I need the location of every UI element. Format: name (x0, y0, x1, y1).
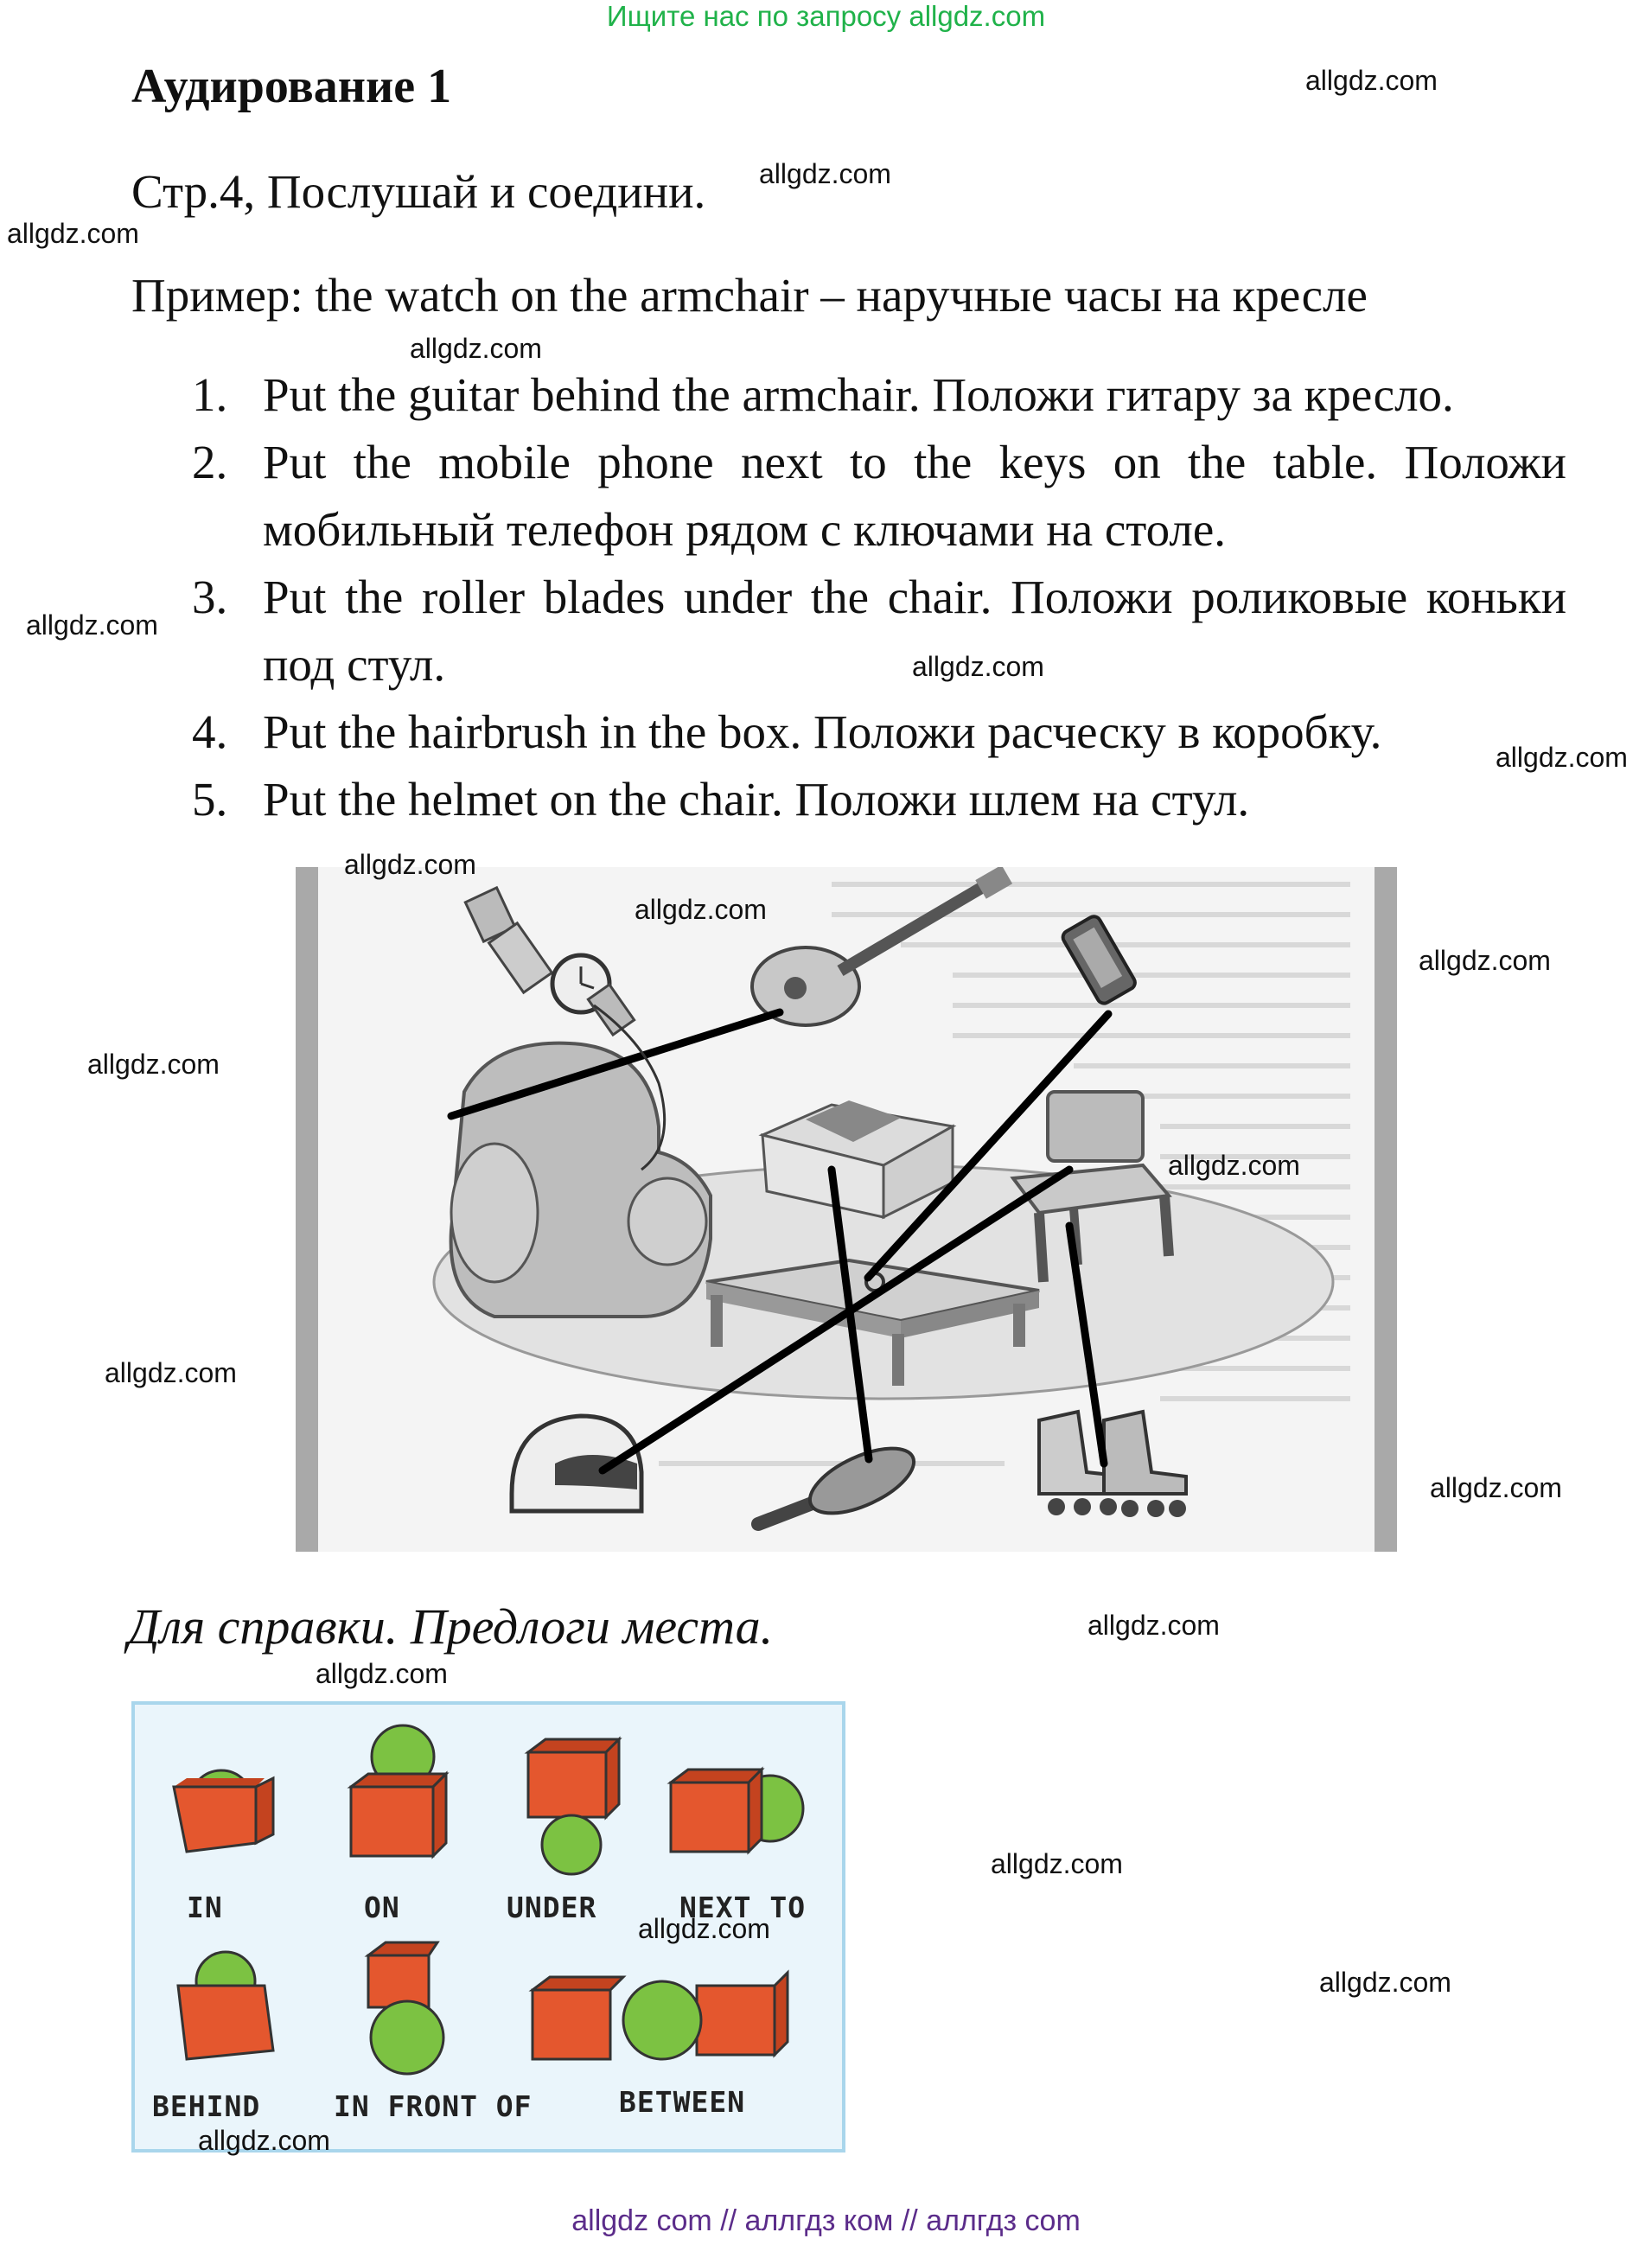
watermark: allgdz.com (759, 158, 891, 189)
list-item (192, 429, 1566, 564)
label-under: UNDER (507, 1891, 597, 1924)
watermark: allgdz.com (316, 1658, 448, 1689)
footer: allgdz com // аллгдз ком // аллгдз com (571, 2204, 1081, 2237)
page-title: Аудирование 1 (131, 60, 452, 113)
watermark: allgdz.com (1088, 1610, 1220, 1641)
item-number: 3. (192, 571, 228, 623)
label-behind: BEHIND (152, 2089, 261, 2123)
page-edge-left (296, 867, 318, 1552)
hairbrush-icon (758, 1435, 923, 1527)
on-illustration (351, 1725, 446, 1856)
item-text: Put the mobile phone next to the keys on the table. Положи мобильный телефон рядом с ключами на столе. (263, 436, 1566, 556)
label-in-front-of: IN FRONT OF (334, 2089, 533, 2123)
watermark: allgdz.com (410, 333, 542, 364)
item-text: Put the guitar behind the armchair. Положи гитару за кресло. (263, 368, 1454, 421)
mobile-phone-icon (1061, 914, 1138, 1005)
label-between: BETWEEN (619, 2085, 746, 2119)
watermark: allgdz.com (912, 651, 1044, 682)
label-in: IN (187, 1891, 223, 1924)
instruction: Стр.4, Послушай и соедини. (131, 165, 706, 218)
in-front-of-illustration (368, 1942, 443, 2074)
list-item (192, 766, 1566, 833)
watermark: allgdz.com (105, 1357, 237, 1388)
watermark: allgdz.com (1430, 1472, 1562, 1503)
watermark: allgdz.com (26, 609, 158, 641)
watermark: allgdz.com (1419, 945, 1551, 976)
watermark: allgdz.com (344, 849, 476, 880)
room-illustration (296, 867, 1397, 1552)
list-item (192, 564, 1566, 698)
watermark: allgdz.com (1496, 742, 1628, 773)
watermark: allgdz.com (198, 2125, 330, 2156)
under-illustration (528, 1739, 619, 1874)
top-banner: Ищите нас по запросу allgdz.com (606, 0, 1046, 32)
reference-title: Для справки. Предлоги места. (128, 1598, 774, 1655)
next-to-illustration (671, 1770, 803, 1852)
roller-blades-icon (1039, 1412, 1186, 1517)
item-number: 5. (192, 773, 228, 826)
item-text: Put the hairbrush in the box. Положи расческу в коробку. (263, 705, 1382, 758)
watermark: allgdz.com (7, 218, 139, 249)
exercise-picture (296, 867, 1397, 1552)
watermark: allgdz.com (1168, 1150, 1300, 1181)
item-number: 2. (192, 436, 228, 488)
item-text: Put the roller blades under the chair. Положи роликовые коньки под стул. (263, 571, 1566, 691)
item-number: 4. (192, 705, 228, 758)
list-item (192, 361, 1566, 429)
page-edge-right (1375, 867, 1397, 1552)
armchair-icon (451, 1043, 711, 1317)
item-number: 1. (192, 368, 228, 421)
watermark: allgdz.com (638, 1913, 770, 1944)
watermark: allgdz.com (1305, 65, 1438, 96)
label-on: ON (364, 1891, 400, 1924)
behind-illustration (178, 1952, 273, 2059)
watermark: allgdz.com (1319, 1967, 1451, 1998)
watermark: allgdz.com (991, 1848, 1123, 1879)
between-illustration (533, 1973, 788, 2059)
in-illustration (174, 1770, 273, 1852)
list-item (192, 698, 1566, 766)
item-text: Put the helmet on the chair. Положи шлем на стул. (263, 773, 1250, 826)
watermark: allgdz.com (87, 1049, 220, 1080)
example: Пример: the watch on the armchair – наручные часы на кресле (131, 269, 1368, 322)
helmet-icon (512, 1416, 641, 1511)
task-list (192, 361, 1566, 833)
label-next-to: NEXT TO (679, 1891, 807, 1924)
watermark: allgdz.com (635, 894, 767, 925)
watch-icon (465, 888, 634, 1035)
